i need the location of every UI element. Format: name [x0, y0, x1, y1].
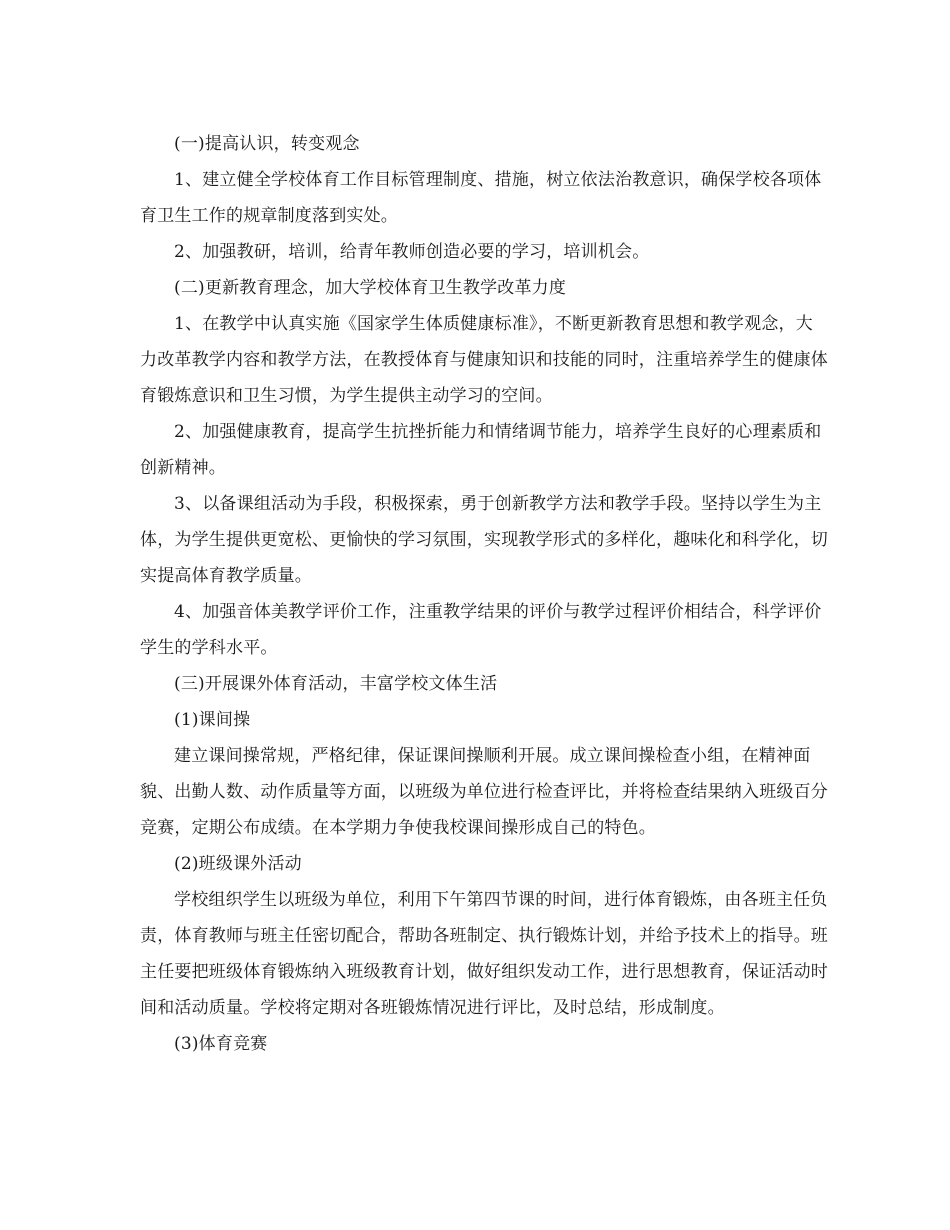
document-body: [140, 126, 830, 1062]
paragraph: 2、加强教研，培训，给青年教师创造必要的学习，培训机会。: [174, 242, 650, 262]
section-heading-3: (三)开展课外体育活动，丰富学校文体生活: [174, 674, 498, 694]
paragraph: 学校组织学生以班级为单位，利用下午第四节课的时间，进行体育锻炼，由各班主任负责，体育教师与班主任密切配合，帮助各班制定、执行锻炼计划，并给予技术上的指导。班主任要把班级体育锻炼纳入班级教育计划，做好组织发动工作，进行思想教育，保证活动时间和活动质量。学校将定期对各班锻炼情况进行评比，及时总结，形成制度。: [140, 890, 828, 1018]
paragraph: 3、以备课组活动为手段，积极探索，勇于创新教学方法和教学手段。坚持以学生为主体，为学生提供更宽松、更愉快的学习氛围，实现教学形式的多样化，趣味化和科学化，切实提高体育教学质量。: [140, 494, 828, 586]
subsection-heading: (1)课间操: [174, 710, 251, 730]
paragraph: 1、在教学中认真实施《国家学生体质健康标准》，不断更新教育思想和教学观念，大力改革教学内容和教学方法，在教授体育与健康知识和技能的同时，注重培养学生的健康体育锻炼意识和卫生习惯，为学生提供主动学习的空间。: [140, 314, 828, 406]
paragraph: 建立课间操常规，严格纪律，保证课间操顺利开展。成立课间操检查小组，在精神面貌、出勤人数、动作质量等方面，以班级为单位进行检查评比，并将检查结果纳入班级百分竞赛，定期公布成绩。在本学期力争使我校课间操形成自己的特色。: [140, 746, 828, 838]
paragraph: 4、加强音体美教学评价工作，注重教学结果的评价与教学过程评价相结合，科学评价学生的学科水平。: [140, 602, 822, 658]
subsection-heading: (3)体育竞赛: [174, 1034, 268, 1054]
section-heading-1: (一)提高认识，转变观念: [174, 134, 360, 154]
paragraph: 1、建立健全学校体育工作目标管理制度、措施，树立依法治教意识，确保学校各项体育卫生工作的规章制度落到实处。: [140, 170, 822, 226]
paragraph: 2、加强健康教育，提高学生抗挫折能力和情绪调节能力，培养学生良好的心理素质和创新精神。: [140, 422, 822, 478]
section-heading-2: (二)更新教育理念，加大学校体育卫生教学改革力度: [174, 278, 567, 298]
subsection-heading: (2)班级课外活动: [174, 854, 302, 874]
